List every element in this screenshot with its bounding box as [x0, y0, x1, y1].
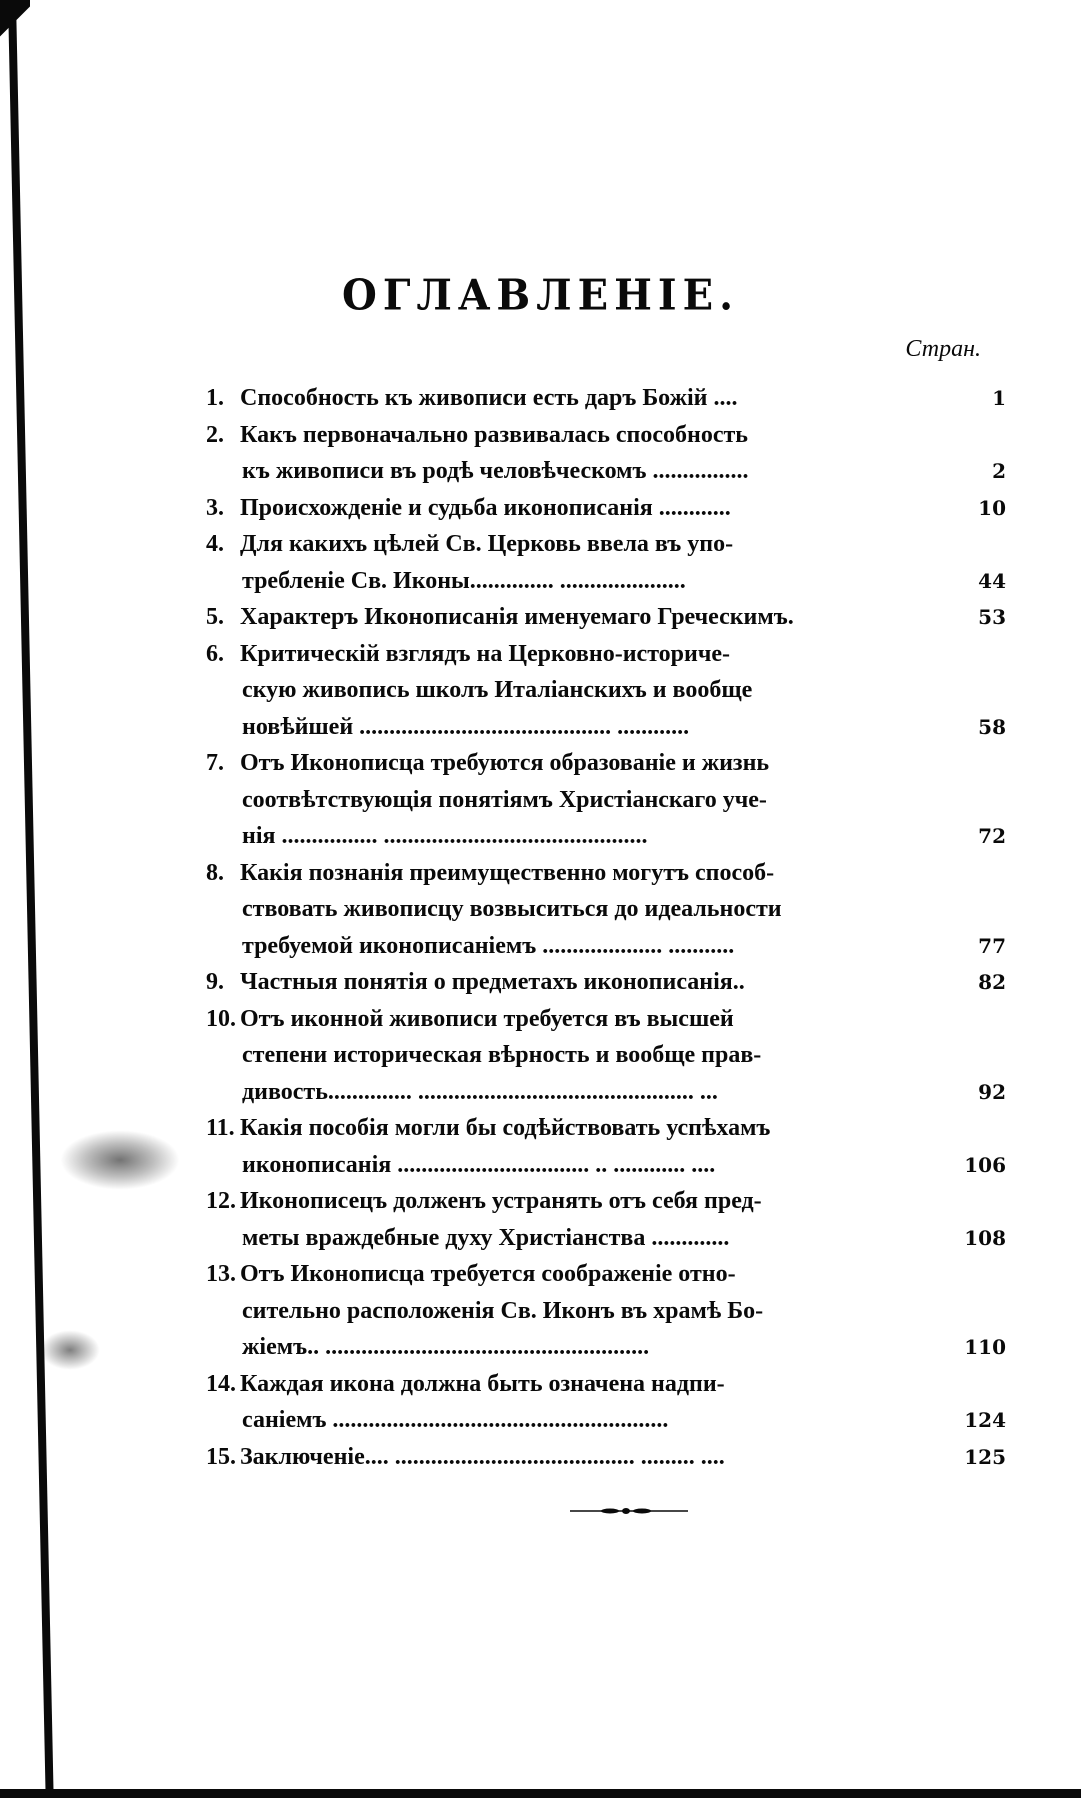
toc-entry-text: сительно расположенія Св. Иконъ въ храмѣ Бо-	[242, 1297, 764, 1324]
toc-entry-first-line	[206, 526, 896, 563]
toc-entry-text: Способность къ живописи есть даръ Божій ....	[240, 385, 738, 411]
toc-entry-continuation-line	[206, 1293, 932, 1330]
toc-entry-first-line	[206, 417, 896, 454]
toc-entry-first-line	[206, 1439, 896, 1476]
ink-blot	[40, 1330, 100, 1370]
toc-entry-text: Иконописецъ долженъ устранять отъ себя пред-	[240, 1188, 762, 1214]
page-title: ОГЛАВЛЕНІЕ.	[342, 270, 739, 321]
toc-entry-number: 7.	[206, 750, 224, 776]
toc-entry-text: нія ................ ............................................	[242, 823, 648, 849]
toc-entry-continuation-line	[206, 1220, 932, 1257]
table-of-contents	[206, 380, 1006, 1475]
toc-entry-first-line	[206, 636, 896, 673]
toc-entry-first-line	[206, 1110, 896, 1147]
toc-entry-first-line	[206, 1366, 896, 1403]
toc-entry-number: 12.	[206, 1188, 236, 1214]
toc-entry-text: степени историческая вѣрность и вообще прав-	[242, 1042, 762, 1068]
page-bottom-edge	[0, 1789, 1081, 1798]
toc-entry-text: Характеръ Иконописанія именуемаго Греческимъ.	[240, 604, 794, 630]
toc-entry-page-number: 44	[978, 568, 1006, 593]
toc-entry-page-number: 125	[964, 1444, 1006, 1469]
toc-entry-first-line	[206, 745, 896, 782]
toc-entry-first-line	[206, 380, 896, 417]
toc-entry-number: 4.	[206, 531, 224, 557]
toc-entry-text: Какія пособія могли бы содѣйствовать успѣхамъ	[240, 1115, 771, 1141]
toc-entry-continuation-line	[206, 782, 932, 819]
toc-entry	[206, 745, 1006, 855]
toc-entry-page-number: 106	[964, 1152, 1006, 1177]
pages-column-header: Стран.	[905, 336, 981, 362]
toc-entry	[206, 417, 1006, 490]
toc-entry-page-number: 10	[978, 495, 1006, 520]
toc-entry	[206, 490, 1006, 527]
toc-entry	[206, 855, 1006, 965]
toc-entry-first-line	[206, 855, 896, 892]
toc-entry-number: 5.	[206, 604, 224, 630]
toc-entry-number: 9.	[206, 969, 224, 995]
toc-entry-first-line	[206, 964, 896, 1001]
toc-entry	[206, 636, 1006, 746]
toc-entry-page-number: 82	[978, 970, 1006, 994]
toc-entry-number: 6.	[206, 640, 224, 667]
toc-entry-continuation-line	[206, 672, 932, 709]
ornament-dot-right	[633, 1509, 651, 1514]
toc-entry-number: 14.	[206, 1370, 236, 1397]
toc-entry-text: Какъ первоначально развивалась способность	[240, 421, 748, 448]
toc-entry-text: скую живопись школъ Италіанскихъ и вообще	[242, 677, 753, 703]
closing-ornament	[570, 1508, 688, 1514]
toc-entry-text: Каждая икона должна быть означена надпи-	[240, 1370, 725, 1397]
toc-entry-first-line	[206, 1183, 896, 1220]
toc-entry-text: Для какихъ цѣлей Св. Церковь ввела въ упо-	[240, 531, 734, 557]
toc-entry-text: требленіе Св. Иконы.............. .....................	[242, 567, 686, 594]
toc-entry-page-number: 72	[978, 824, 1006, 848]
toc-entry-page-number: 92	[978, 1079, 1006, 1104]
toc-entry-page-number: 124	[964, 1408, 1006, 1432]
toc-entry-text: Происхожденіе и судьба иконописанія ............	[240, 494, 731, 521]
toc-entry	[206, 526, 1006, 599]
toc-entry-text: ствовать живописцу возвыситься до идеальности	[242, 896, 782, 922]
toc-entry-text: дивость.............. .............................................. ...	[242, 1078, 718, 1105]
toc-entry-continuation-line	[206, 563, 932, 600]
toc-entry-continuation-line	[206, 453, 932, 490]
toc-entry-continuation-line	[206, 1074, 932, 1111]
toc-entry-text: къ живописи въ родѣ человѣческомъ ................	[242, 458, 749, 484]
page-left-edge-shadow	[8, 0, 53, 1790]
toc-entry-continuation-line	[206, 1402, 932, 1439]
toc-entry	[206, 1256, 1006, 1366]
ornament-dot-left	[601, 1509, 619, 1514]
toc-entry-text: новѣйшей .......................................... ............	[242, 713, 690, 740]
toc-entry-text: Отъ Иконописца требуется соображеніе отно-	[240, 1261, 736, 1287]
toc-entry	[206, 1439, 1006, 1476]
toc-entry-text: Критическій взглядъ на Церковно-историче-	[240, 640, 731, 667]
toc-entry-continuation-line	[206, 1037, 932, 1074]
toc-entry-page-number: 108	[964, 1225, 1006, 1250]
toc-entry-number: 15.	[206, 1443, 236, 1470]
toc-entry-text: Заключеніе.... ........................................ ......... ....	[240, 1443, 725, 1470]
toc-entry	[206, 1110, 1006, 1183]
toc-entry-text: Отъ Иконописца требуются образованіе и жизнь	[240, 750, 770, 776]
ornament-dot-center	[622, 1508, 630, 1514]
toc-entry	[206, 1183, 1006, 1256]
toc-entry-page-number: 1	[992, 386, 1006, 410]
page-corner-shadow	[0, 0, 30, 60]
toc-entry-text: требуемой иконописаніемъ .................... ...........	[242, 932, 735, 959]
toc-entry-continuation-line	[206, 1329, 932, 1366]
toc-entry	[206, 380, 1006, 417]
toc-entry-page-number: 58	[978, 714, 1006, 739]
toc-entry-continuation-line	[206, 891, 932, 928]
toc-entry-text: соотвѣтствующія понятіямъ Христіанскаго уче-	[242, 786, 767, 813]
toc-entry-number: 1.	[206, 385, 224, 411]
toc-entry-first-line	[206, 1256, 896, 1293]
toc-entry-number: 11.	[206, 1115, 235, 1141]
toc-entry-page-number: 110	[964, 1335, 1006, 1359]
toc-entry-continuation-line	[206, 818, 932, 855]
toc-entry-first-line	[206, 490, 896, 527]
toc-entry-continuation-line	[206, 709, 932, 746]
toc-entry-first-line	[206, 599, 896, 636]
toc-entry	[206, 1001, 1006, 1111]
toc-entry-first-line	[206, 1001, 896, 1038]
toc-entry-text: иконописанія ................................ .. ............ ....	[242, 1151, 716, 1178]
toc-entry	[206, 1366, 1006, 1439]
toc-entry	[206, 964, 1006, 1001]
toc-entry-text: жіемъ.. ......................................................	[242, 1334, 650, 1360]
toc-entry-continuation-line	[206, 1147, 932, 1184]
toc-entry-page-number: 77	[978, 933, 1006, 958]
toc-entry-page-number: 2	[992, 459, 1006, 483]
toc-entry-text: Какія познанія преимущественно могутъ способ-	[240, 859, 775, 886]
toc-entry-number: 3.	[206, 494, 224, 521]
toc-entry-text: Отъ иконной живописи требуется въ высшей	[240, 1005, 734, 1032]
ink-smudge	[60, 1130, 180, 1190]
toc-entry-text: Частныя понятія о предметахъ иконописанія..	[240, 969, 745, 995]
toc-entry-text: меты враждебные духу Христіанства .............	[242, 1224, 730, 1251]
toc-entry-continuation-line	[206, 928, 932, 965]
toc-entry-text: саніемъ ........................................................	[242, 1407, 669, 1433]
toc-entry-page-number: 53	[978, 605, 1006, 629]
toc-entry-number: 10.	[206, 1005, 236, 1032]
toc-entry-number: 8.	[206, 859, 224, 886]
toc-entry	[206, 599, 1006, 636]
toc-entry-number: 13.	[206, 1261, 236, 1287]
toc-entry-number: 2.	[206, 421, 224, 448]
